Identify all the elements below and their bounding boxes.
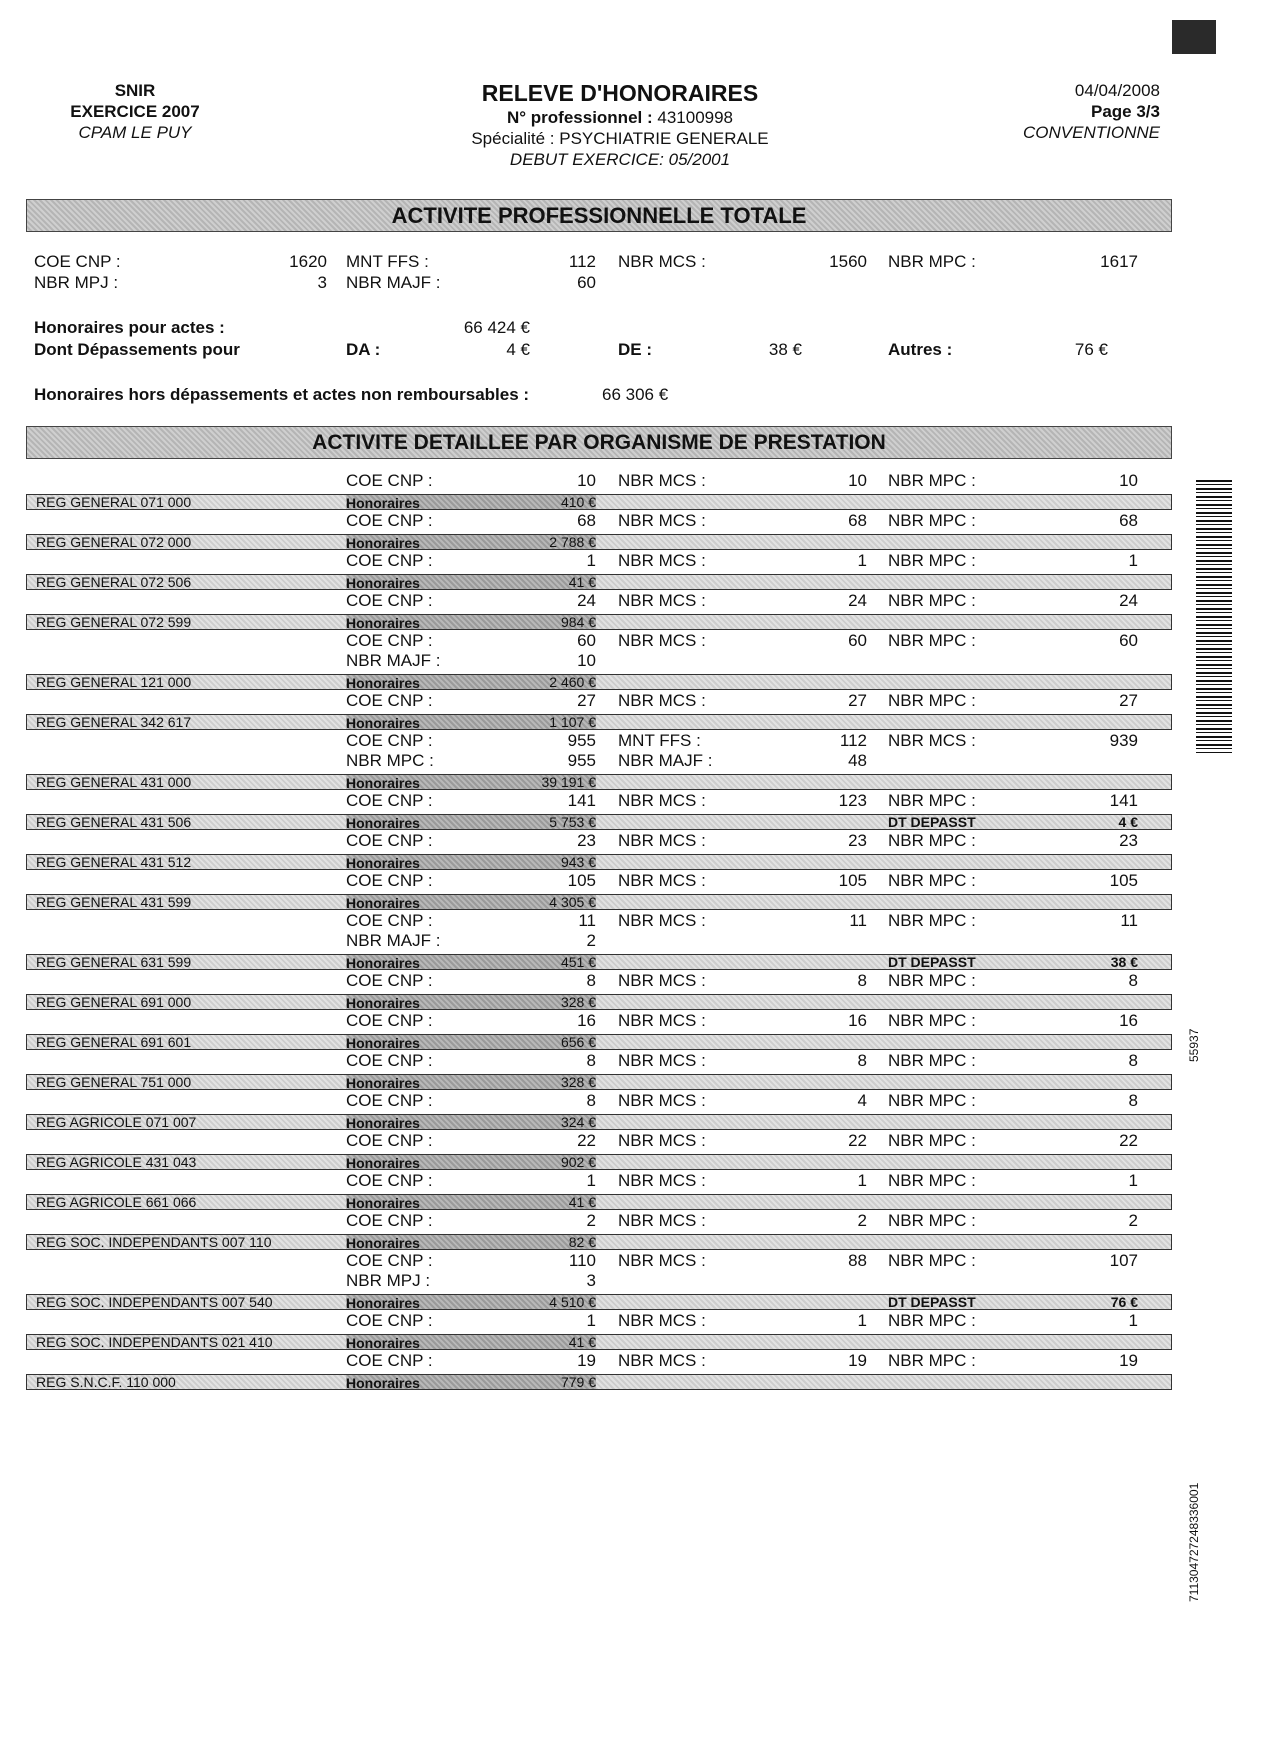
detail-label: COE CNP : (346, 1251, 433, 1270)
detail-value: 1 (1128, 551, 1138, 570)
detail-label: COE CNP : (346, 631, 433, 650)
detail-label: COE CNP : (346, 1211, 433, 1230)
honoraires-label: Honoraires (346, 1195, 596, 1209)
detail-value: 2 (586, 931, 596, 950)
detail-label: COE CNP : (346, 591, 433, 610)
da-value: 4 € (506, 340, 530, 359)
detail-label: COE CNP : (346, 971, 433, 990)
detail-label: COE CNP : (346, 1051, 433, 1070)
detail-label: COE CNP : (346, 511, 433, 530)
detail-value: 955 (567, 731, 596, 750)
dt-depasst-value: 4 € (1118, 814, 1138, 830)
detail-label: NBR MCS : (618, 831, 706, 850)
detail-value: 11 (849, 911, 867, 930)
detail-value: 19 (577, 1351, 596, 1370)
detail-label: NBR MPC : (888, 1211, 976, 1230)
detail-label: NBR MPC : (888, 1091, 976, 1110)
organisme-name: REG S.N.C.F. 110 000 (36, 1374, 176, 1390)
organisme-name: REG AGRICOLE 431 043 (36, 1154, 197, 1170)
honoraires-label: Honoraires pour actes : (34, 318, 225, 337)
detail-value: 60 (1119, 631, 1138, 650)
detail-value: 22 (577, 1131, 596, 1150)
detail-label: COE CNP : (346, 1171, 433, 1190)
organisme-row (26, 1194, 1172, 1210)
detail-label: COE CNP : (346, 1351, 433, 1370)
organisme-amount: 984 € (560, 614, 596, 630)
organisme-row (26, 574, 1172, 590)
header-exercice: EXERCICE 2007 (70, 102, 200, 121)
header-cpam: CPAM LE PUY (78, 123, 192, 142)
detail-label: COE CNP : (346, 1311, 433, 1330)
detail-label: COE CNP : (346, 831, 433, 850)
detail-value: 4 (857, 1091, 867, 1110)
detail-label: COE CNP : (346, 471, 433, 490)
margin-code-long: 711304727248336001 (1187, 1482, 1201, 1602)
detail-label: NBR MPC : (888, 831, 976, 850)
detail-value: 10 (577, 651, 596, 670)
detail-label: NBR MCS : (888, 731, 976, 750)
detail-value: 2 (1128, 1211, 1138, 1230)
detail-label: COE CNP : (346, 911, 433, 930)
organisme-row (26, 814, 1172, 830)
total-nbrmpj-label: NBR MPJ : (34, 273, 119, 292)
organisme-amount: 82 € (568, 1234, 596, 1250)
organisme-amount: 410 € (560, 494, 596, 510)
organisme-amount: 41 € (568, 574, 596, 590)
detail-value: 1 (1128, 1171, 1138, 1190)
hors-depassements-label: Honoraires hors dépassements et actes non remboursables : (34, 385, 530, 404)
da-label: DA : (346, 340, 381, 359)
detail-label: NBR MCS : (618, 591, 706, 610)
organisme-name: REG GENERAL 691 000 (36, 994, 192, 1010)
detail-value: 112 (839, 731, 867, 750)
organisme-name: REG GENERAL 072 506 (36, 574, 192, 590)
total-nbrmajf-label: NBR MAJF : (346, 273, 441, 292)
honoraires-label: Honoraires (346, 1235, 596, 1249)
organisme-name: REG GENERAL 431 512 (36, 854, 192, 870)
detail-value: 105 (567, 871, 596, 890)
honoraires-label: Honoraires (346, 775, 596, 789)
detail-label: NBR MAJF : (346, 931, 441, 950)
detail-value: 19 (1119, 1351, 1138, 1370)
dt-depasst-label: DT DEPASST (888, 814, 976, 830)
organisme-amount: 451 € (560, 954, 596, 970)
detail-value: 11 (578, 911, 596, 930)
detail-label: COE CNP : (346, 1131, 433, 1150)
honoraires-label: Honoraires (346, 855, 596, 869)
organisme-row (26, 1374, 1172, 1390)
detail-label: NBR MPJ : (346, 1271, 431, 1290)
detail-label: NBR MCS : (618, 871, 706, 890)
header-status: CONVENTIONNE (1023, 123, 1160, 142)
detail-label: COE CNP : (346, 551, 433, 570)
detail-value: 107 (1109, 1251, 1138, 1270)
detail-label: NBR MPC : (888, 591, 976, 610)
detail-label: COE CNP : (346, 1091, 433, 1110)
detail-value: 23 (848, 831, 867, 850)
total-nbrmpc-value: 1617 (1100, 252, 1138, 271)
detail-value: 24 (577, 591, 596, 610)
detail-label: NBR MCS : (618, 1051, 706, 1070)
pro-number-line (380, 107, 860, 128)
detail-value: 24 (1119, 591, 1138, 610)
organisme-amount: 943 € (560, 854, 596, 870)
header-date: 04/04/2008 (1074, 81, 1160, 100)
detail-value: 27 (848, 691, 867, 710)
section-detail-title: ACTIVITE DETAILLEE PAR ORGANISME DE PRESTATION (26, 426, 1172, 459)
organisme-name: REG AGRICOLE 661 066 (36, 1194, 197, 1210)
total-mntffs-label: MNT FFS : (346, 252, 429, 271)
detail-label: NBR MCS : (618, 511, 706, 530)
organisme-name: REG GENERAL 431 599 (36, 894, 192, 910)
organisme-name: REG GENERAL 751 000 (36, 1074, 192, 1090)
barcode (1196, 480, 1232, 753)
organisme-name: REG GENERAL 071 000 (36, 494, 192, 510)
detail-label: COE CNP : (346, 731, 433, 750)
detail-label: NBR MPC : (888, 691, 976, 710)
detail-value: 27 (577, 691, 596, 710)
organisme-name: REG SOC. INDEPENDANTS 007 540 (36, 1294, 273, 1310)
detail-label: NBR MCS : (618, 1211, 706, 1230)
honoraires-label: Honoraires (346, 715, 596, 729)
detail-value: 88 (848, 1251, 867, 1270)
detail-label: COE CNP : (346, 1011, 433, 1030)
organisme-amount: 324 € (560, 1114, 596, 1130)
specialite: Spécialité : PSYCHIATRIE GENERALE (471, 129, 769, 148)
autres-label: Autres : (888, 340, 953, 359)
detail-value: 105 (838, 871, 867, 890)
detail-label: NBR MCS : (618, 631, 706, 650)
dt-depasst-value: 38 € (1110, 954, 1138, 970)
detail-value: 68 (848, 511, 867, 530)
depassements-label: Dont Dépassements pour (34, 340, 240, 359)
detail-value: 8 (1128, 1091, 1138, 1110)
detail-label: COE CNP : (346, 691, 433, 710)
detail-value: 1 (586, 1171, 596, 1190)
organisme-amount: 328 € (560, 994, 596, 1010)
honoraires-label: Honoraires (346, 895, 596, 909)
detail-label: NBR MPC : (888, 911, 976, 930)
organisme-name: REG GENERAL 121 000 (36, 674, 192, 690)
detail-value: 48 (848, 751, 867, 770)
dt-depasst-label: DT DEPASST (888, 954, 976, 970)
total-nbrmajf-value: 60 (577, 273, 596, 292)
organisme-row (26, 774, 1172, 790)
detail-label: NBR MAJF : (618, 751, 713, 770)
detail-value: 8 (586, 1051, 596, 1070)
detail-label: NBR MCS : (618, 1171, 706, 1190)
detail-value: 60 (577, 631, 596, 650)
honoraires-label: Honoraires (346, 995, 596, 1009)
margin-code-short: 55937 (1187, 1028, 1201, 1062)
honoraires-label: Honoraires (346, 1295, 596, 1309)
detail-value: 141 (567, 791, 596, 810)
organisme-row (26, 494, 1172, 510)
detail-label: NBR MCS : (618, 791, 706, 810)
detail-value: 27 (1119, 691, 1138, 710)
detail-value: 23 (577, 831, 596, 850)
organisme-row (26, 1114, 1172, 1130)
detail-label: MNT FFS : (618, 731, 701, 750)
detail-value: 10 (848, 471, 867, 490)
detail-value: 16 (1119, 1011, 1138, 1030)
detail-label: NBR MPC : (888, 511, 976, 530)
detail-label: NBR MCS : (618, 1311, 706, 1330)
debut-exercice: DEBUT EXERCICE: 05/2001 (509, 150, 731, 169)
detail-value: 8 (857, 1051, 867, 1070)
autres-value: 76 € (1074, 340, 1108, 359)
section-total-title: ACTIVITE PROFESSIONNELLE TOTALE (26, 199, 1172, 232)
header-left (30, 80, 240, 143)
dt-depasst-value: 76 € (1110, 1294, 1138, 1310)
detail-value: 8 (1128, 971, 1138, 990)
detail-label: NBR MAJF : (346, 651, 441, 670)
detail-label: NBR MCS : (618, 971, 706, 990)
detail-value: 1 (857, 1171, 867, 1190)
de-value: 38 € (768, 340, 802, 359)
detail-value: 22 (848, 1131, 867, 1150)
dt-depasst-label: DT DEPASST (888, 1294, 976, 1310)
detail-value: 16 (848, 1011, 867, 1030)
total-coe-label: COE CNP : (34, 252, 121, 271)
detail-value: 123 (838, 791, 867, 810)
honoraires-label: Honoraires (346, 575, 596, 589)
organisme-name: REG GENERAL 691 601 (36, 1034, 192, 1050)
detail-label: NBR MPC : (888, 631, 976, 650)
hors-depassements-value: 66 306 € (602, 385, 669, 404)
organisme-name: REG GENERAL 072 599 (36, 614, 192, 630)
honoraires-label: Honoraires (346, 1075, 596, 1089)
detail-label: NBR MPC : (888, 971, 976, 990)
organisme-amount: 328 € (560, 1074, 596, 1090)
organisme-name: REG GENERAL 431 000 (36, 774, 192, 790)
corner-mark (1172, 20, 1216, 54)
organisme-row (26, 1034, 1172, 1050)
detail-value: 1 (586, 551, 596, 570)
detail-label: NBR MPC : (888, 1011, 976, 1030)
detail-value: 3 (586, 1271, 596, 1290)
total-nbrmpj-value: 3 (317, 273, 327, 292)
detail-label: NBR MCS : (618, 1131, 706, 1150)
detail-label: NBR MCS : (618, 1351, 706, 1370)
organisme-amount: 41 € (568, 1194, 596, 1210)
detail-value: 110 (568, 1251, 596, 1270)
detail-label: NBR MPC : (888, 871, 976, 890)
organisme-amount: 1 107 € (549, 714, 596, 730)
detail-label: COE CNP : (346, 791, 433, 810)
detail-label: NBR MPC : (888, 1251, 976, 1270)
honoraires-label: Honoraires (346, 955, 596, 969)
pro-number-label: N° professionnel : (506, 108, 653, 127)
honoraires-label: Honoraires (346, 1035, 596, 1049)
organisme-row (26, 854, 1172, 870)
total-nbrmcs-value: 1560 (829, 252, 867, 271)
honoraires-label: Honoraires (346, 1335, 596, 1349)
header-page: Page 3/3 (1091, 102, 1160, 121)
total-coe-value: 1620 (289, 252, 327, 271)
organisme-row (26, 894, 1172, 910)
total-nbrmpc-label: NBR MPC : (888, 252, 976, 271)
detail-value: 939 (1109, 731, 1138, 750)
detail-value: 60 (848, 631, 867, 650)
header-snir: SNIR (114, 81, 156, 100)
detail-value: 11 (1120, 911, 1138, 930)
organisme-amount: 656 € (560, 1034, 596, 1050)
detail-label: NBR MPC : (346, 751, 434, 770)
de-label: DE : (618, 340, 652, 359)
detail-value: 105 (1109, 871, 1138, 890)
organisme-amount: 902 € (560, 1154, 596, 1170)
organisme-name: REG SOC. INDEPENDANTS 021 410 (36, 1334, 273, 1350)
organisme-row (26, 1074, 1172, 1090)
detail-label: NBR MPC : (888, 471, 976, 490)
honoraires-label: Honoraires (346, 535, 596, 549)
detail-label: NBR MPC : (888, 1171, 976, 1190)
detail-value: 23 (1119, 831, 1138, 850)
organisme-name: REG SOC. INDEPENDANTS 007 110 (36, 1234, 272, 1250)
organisme-amount: 2 788 € (549, 534, 596, 550)
organisme-row (26, 994, 1172, 1010)
page-title: RELEVE D'HONORAIRES (481, 80, 759, 106)
organisme-amount: 4 305 € (549, 894, 596, 910)
detail-label: NBR MCS : (618, 691, 706, 710)
detail-value: 141 (1109, 791, 1138, 810)
organisme-amount: 2 460 € (549, 674, 596, 690)
organisme-name: REG GENERAL 431 506 (36, 814, 192, 830)
total-mntffs-value: 112 (568, 252, 596, 271)
organisme-name: REG GENERAL 072 000 (36, 534, 192, 550)
detail-label: NBR MCS : (618, 1091, 706, 1110)
organisme-row (26, 954, 1172, 970)
detail-value: 8 (586, 971, 596, 990)
detail-value: 19 (848, 1351, 867, 1370)
detail-value: 68 (577, 511, 596, 530)
detail-label: NBR MCS : (618, 911, 706, 930)
detail-label: NBR MCS : (618, 471, 706, 490)
detail-value: 24 (848, 591, 867, 610)
honoraires-label: Honoraires (346, 1115, 596, 1129)
organisme-amount: 41 € (568, 1334, 596, 1350)
detail-label: NBR MPC : (888, 1131, 976, 1150)
organisme-row (26, 714, 1172, 730)
detail-label: NBR MPC : (888, 791, 976, 810)
organisme-amount: 4 510 € (549, 1294, 596, 1310)
detail-value: 1 (857, 1311, 867, 1330)
detail-value: 1 (1128, 1311, 1138, 1330)
detail-value: 1 (586, 1311, 596, 1330)
honoraires-label: Honoraires (346, 815, 596, 829)
honoraires-label: Honoraires (346, 1155, 596, 1169)
detail-label: NBR MCS : (618, 551, 706, 570)
organisme-name: REG GENERAL 631 599 (36, 954, 192, 970)
detail-value: 10 (577, 471, 596, 490)
organisme-row (26, 1154, 1172, 1170)
header-right (920, 80, 1160, 143)
detail-label: COE CNP : (346, 871, 433, 890)
detail-value: 8 (586, 1091, 596, 1110)
honoraires-label: Honoraires (346, 675, 596, 689)
detail-value: 10 (1119, 471, 1138, 490)
detail-label: NBR MCS : (618, 1251, 706, 1270)
detail-label: NBR MCS : (618, 1011, 706, 1030)
organisme-amount: 779 € (560, 1374, 596, 1390)
organisme-row (26, 614, 1172, 630)
detail-value: 2 (857, 1211, 867, 1230)
organisme-name: REG GENERAL 342 617 (36, 714, 192, 730)
honoraires-label: Honoraires (346, 1375, 596, 1389)
detail-label: NBR MPC : (888, 1311, 976, 1330)
honoraires-value: 66 424 € (463, 318, 530, 337)
organisme-row (26, 674, 1172, 690)
detail-label: NBR MPC : (888, 1351, 976, 1370)
detail-label: NBR MPC : (888, 551, 976, 570)
header-center (380, 80, 860, 170)
detail-value: 1 (857, 551, 867, 570)
total-nbrmcs-label: NBR MCS : (618, 252, 706, 271)
detail-value: 8 (1128, 1051, 1138, 1070)
organisme-row (26, 534, 1172, 550)
pro-number-value: 43100998 (657, 108, 734, 127)
honoraires-label: Honoraires (346, 615, 596, 629)
honoraires-label: Honoraires (346, 495, 596, 509)
detail-value: 16 (577, 1011, 596, 1030)
organisme-amount: 5 753 € (549, 814, 596, 830)
detail-label: NBR MPC : (888, 1051, 976, 1070)
organisme-amount: 39 191 € (541, 774, 596, 790)
detail-value: 8 (857, 971, 867, 990)
detail-value: 22 (1119, 1131, 1138, 1150)
detail-value: 2 (586, 1211, 596, 1230)
organisme-name: REG AGRICOLE 071 007 (36, 1114, 197, 1130)
detail-value: 68 (1119, 511, 1138, 530)
detail-value: 955 (567, 751, 596, 770)
